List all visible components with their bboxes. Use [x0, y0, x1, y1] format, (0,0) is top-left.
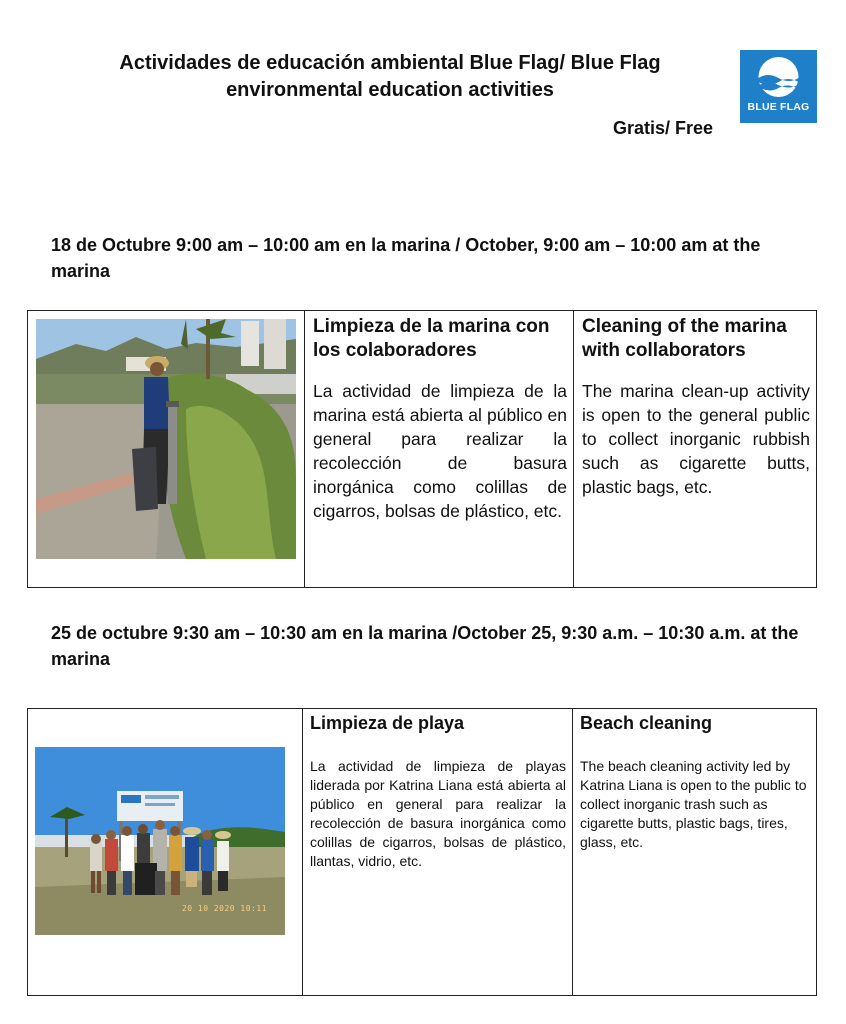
event-body-en-2: The beach cleaning activity led by Katrina Liana is open to the public to collect inorganic trash such as cigarette butts, plastic bags, tires, glass, etc. — [580, 758, 807, 850]
event-body-es-1: La actividad de limpieza de la marina está abierta al público en general para realizar la recolección de basura inorgánica como colillas de cigarros, bolsas de plástico, etc. — [313, 381, 567, 521]
page-title-line2: environmental education activities — [226, 79, 554, 101]
beach-cleaning-group-photo — [35, 747, 285, 935]
photo-cell-1 — [28, 311, 305, 588]
price-label: Gratis/ Free — [613, 118, 714, 138]
event-title-en-1: Cleaning of the marina with collaborators — [582, 316, 787, 361]
spanish-cell-2 — [303, 709, 573, 996]
spanish-cell-1 — [305, 311, 574, 588]
blue-flag-logo — [740, 50, 817, 123]
event-table-1 — [27, 310, 817, 588]
event-body-es-2: La actividad de limpieza de playas liderada por Katrina Liana está abierta al público en general para realizar la recolección de basura inorgánica como colillas de cigarros, bolsas de plástico, llantas, vidrio, etc. — [310, 758, 566, 869]
event-heading-2: 25 de octubre 9:30 am – 10:30 am en la marina /October 25, 9:30 a.m. – 10:30 a.m. at the marina — [51, 623, 799, 669]
event-table-2 — [27, 708, 817, 996]
event-body-en-1: The marina clean-up activity is open to the general public to collect inorganic rubbish such as cigarette butts, plastic bags, etc. — [582, 381, 810, 497]
page-title-line1: Actividades de educación ambiental Blue Flag/ Blue Flag — [119, 52, 661, 74]
english-cell-2 — [573, 709, 817, 996]
logo-label: BLUE FLAG — [747, 101, 810, 113]
page-title — [60, 50, 720, 104]
english-cell-1 — [574, 311, 817, 588]
event-title-es-1: Limpieza de la marina con los colaboradores — [313, 316, 550, 361]
event-title-en-2: Beach cleaning — [580, 713, 713, 733]
man-cleaning-marina-photo — [36, 319, 296, 559]
event-heading-1: 18 de Octubre 9:00 am – 10:00 am en la marina / October, 9:00 am – 10:00 am at the marina — [51, 235, 761, 281]
event-title-es-2: Limpieza de playa — [310, 713, 465, 733]
photo-cell-2 — [28, 709, 303, 996]
wave-circle-icon — [740, 50, 817, 100]
photo-date-stamp: 20 10 2020 10:11 — [181, 904, 267, 913]
